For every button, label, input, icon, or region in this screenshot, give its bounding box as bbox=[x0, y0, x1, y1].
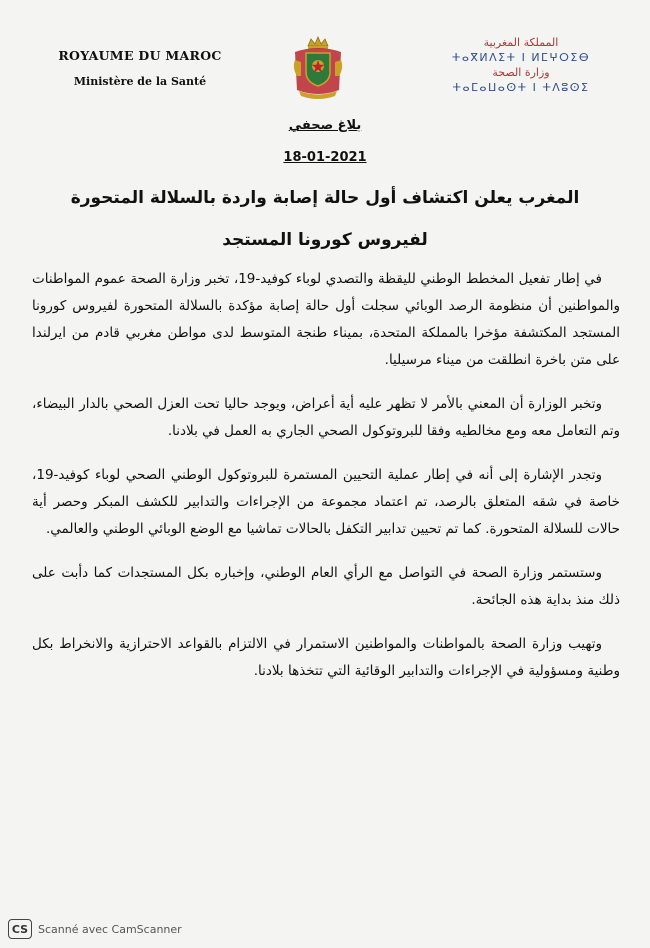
moroccan-coat-of-arms-icon bbox=[291, 36, 345, 100]
scanner-watermark bbox=[8, 918, 182, 940]
headline-line-2: لفيروس كورونا المستجد bbox=[222, 230, 428, 250]
scanner-text: Scanné avec CamScanner bbox=[38, 922, 182, 936]
headline-line-1: المغرب يعلن اكتشاف أول حالة إصابة واردة بالسلالة المتحورة bbox=[70, 188, 580, 208]
kingdom-title-fr: ROYAUME DU MAROC bbox=[58, 48, 222, 63]
press-release-body bbox=[32, 266, 620, 702]
document-date: 18-01-2021 bbox=[283, 150, 367, 165]
body-paragraph: وتهيب وزارة الصحة بالمواطنات والمواطنين الاستمرار في الالتزام بالقواعد الاحترازية والانخراط بكل وطنية ومسؤولية في الإجراءات والتدابير الوقائية التي تتخذها بلادنا. bbox=[32, 636, 620, 679]
press-release-label: بلاغ صحفي bbox=[288, 118, 362, 133]
body-paragraph: وستستمر وزارة الصحة في التواصل مع الرأي العام الوطني، وإخباره بكل المستجدات كما دأبت على ذلك منذ بداية هذه الجائحة. bbox=[32, 565, 620, 608]
body-paragraph: في إطار تفعيل المخطط الوطني لليقظة والتصدي لوباء كوفيد-19، تخبر وزارة الصحة عموم المواطنات والمواطنين أن منظومة الرصد الوبائي سجلت أول حالة إصابة مؤكدة بالسلالة المتحورة لفيروس كورونا المستجد المكتشفة مؤخرا بالمملكة المتحدة، بميناء طنجة المتوسط لدى مواطن مغربي قادم من ايرلندا على متن باخرة انطلقت من ميناء مرسيليا. bbox=[32, 271, 620, 368]
ministry-title-fr: Ministère de la Santé bbox=[73, 75, 207, 88]
body-paragraph: وتجدر الإشارة إلى أنه في إطار عملية التحيين المستمرة للبروتوكول الوطني الصحي لوباء كوفيد-19، خاصة في شقه المتعلق بالرصد، تم اعتماد مجموعة من الإجراءات والتدابير للكشف المبكر وحصر أية حالات للسلالة المتحورة. كما تم تحيين تدابير التكفل بالحالات تماشيا مع الوضع الوبائي الوطني والعالمي. bbox=[32, 467, 620, 537]
header-french bbox=[40, 48, 240, 88]
ministry-title-tifinagh: ⵜⴰⵎⴰⵡⴰⵙⵜ ⵏ ⵜⴷⵓⵙⵉ bbox=[452, 81, 590, 94]
kingdom-title-tifinagh: ⵜⴰⴳⵍⴷⵉⵜ ⵏ ⵍⵎⵖⵔⵉⴱ bbox=[451, 51, 591, 64]
header-arabic bbox=[426, 36, 616, 96]
body-paragraph: وتخبر الوزارة أن المعني بالأمر لا تظهر عليه أية أعراض، ويوجد حاليا تحت العزل الصحي بالدار البيضاء، وتم التعامل معه ومع مخالطيه وفقا للبروتوكول الصحي الجاري به العمل في بلادنا. bbox=[32, 396, 620, 439]
camscanner-logo-icon: CS bbox=[8, 919, 32, 939]
ministry-title-ar: وزارة الصحة bbox=[492, 66, 550, 79]
kingdom-title-ar: المملكة المغربية bbox=[483, 36, 559, 49]
